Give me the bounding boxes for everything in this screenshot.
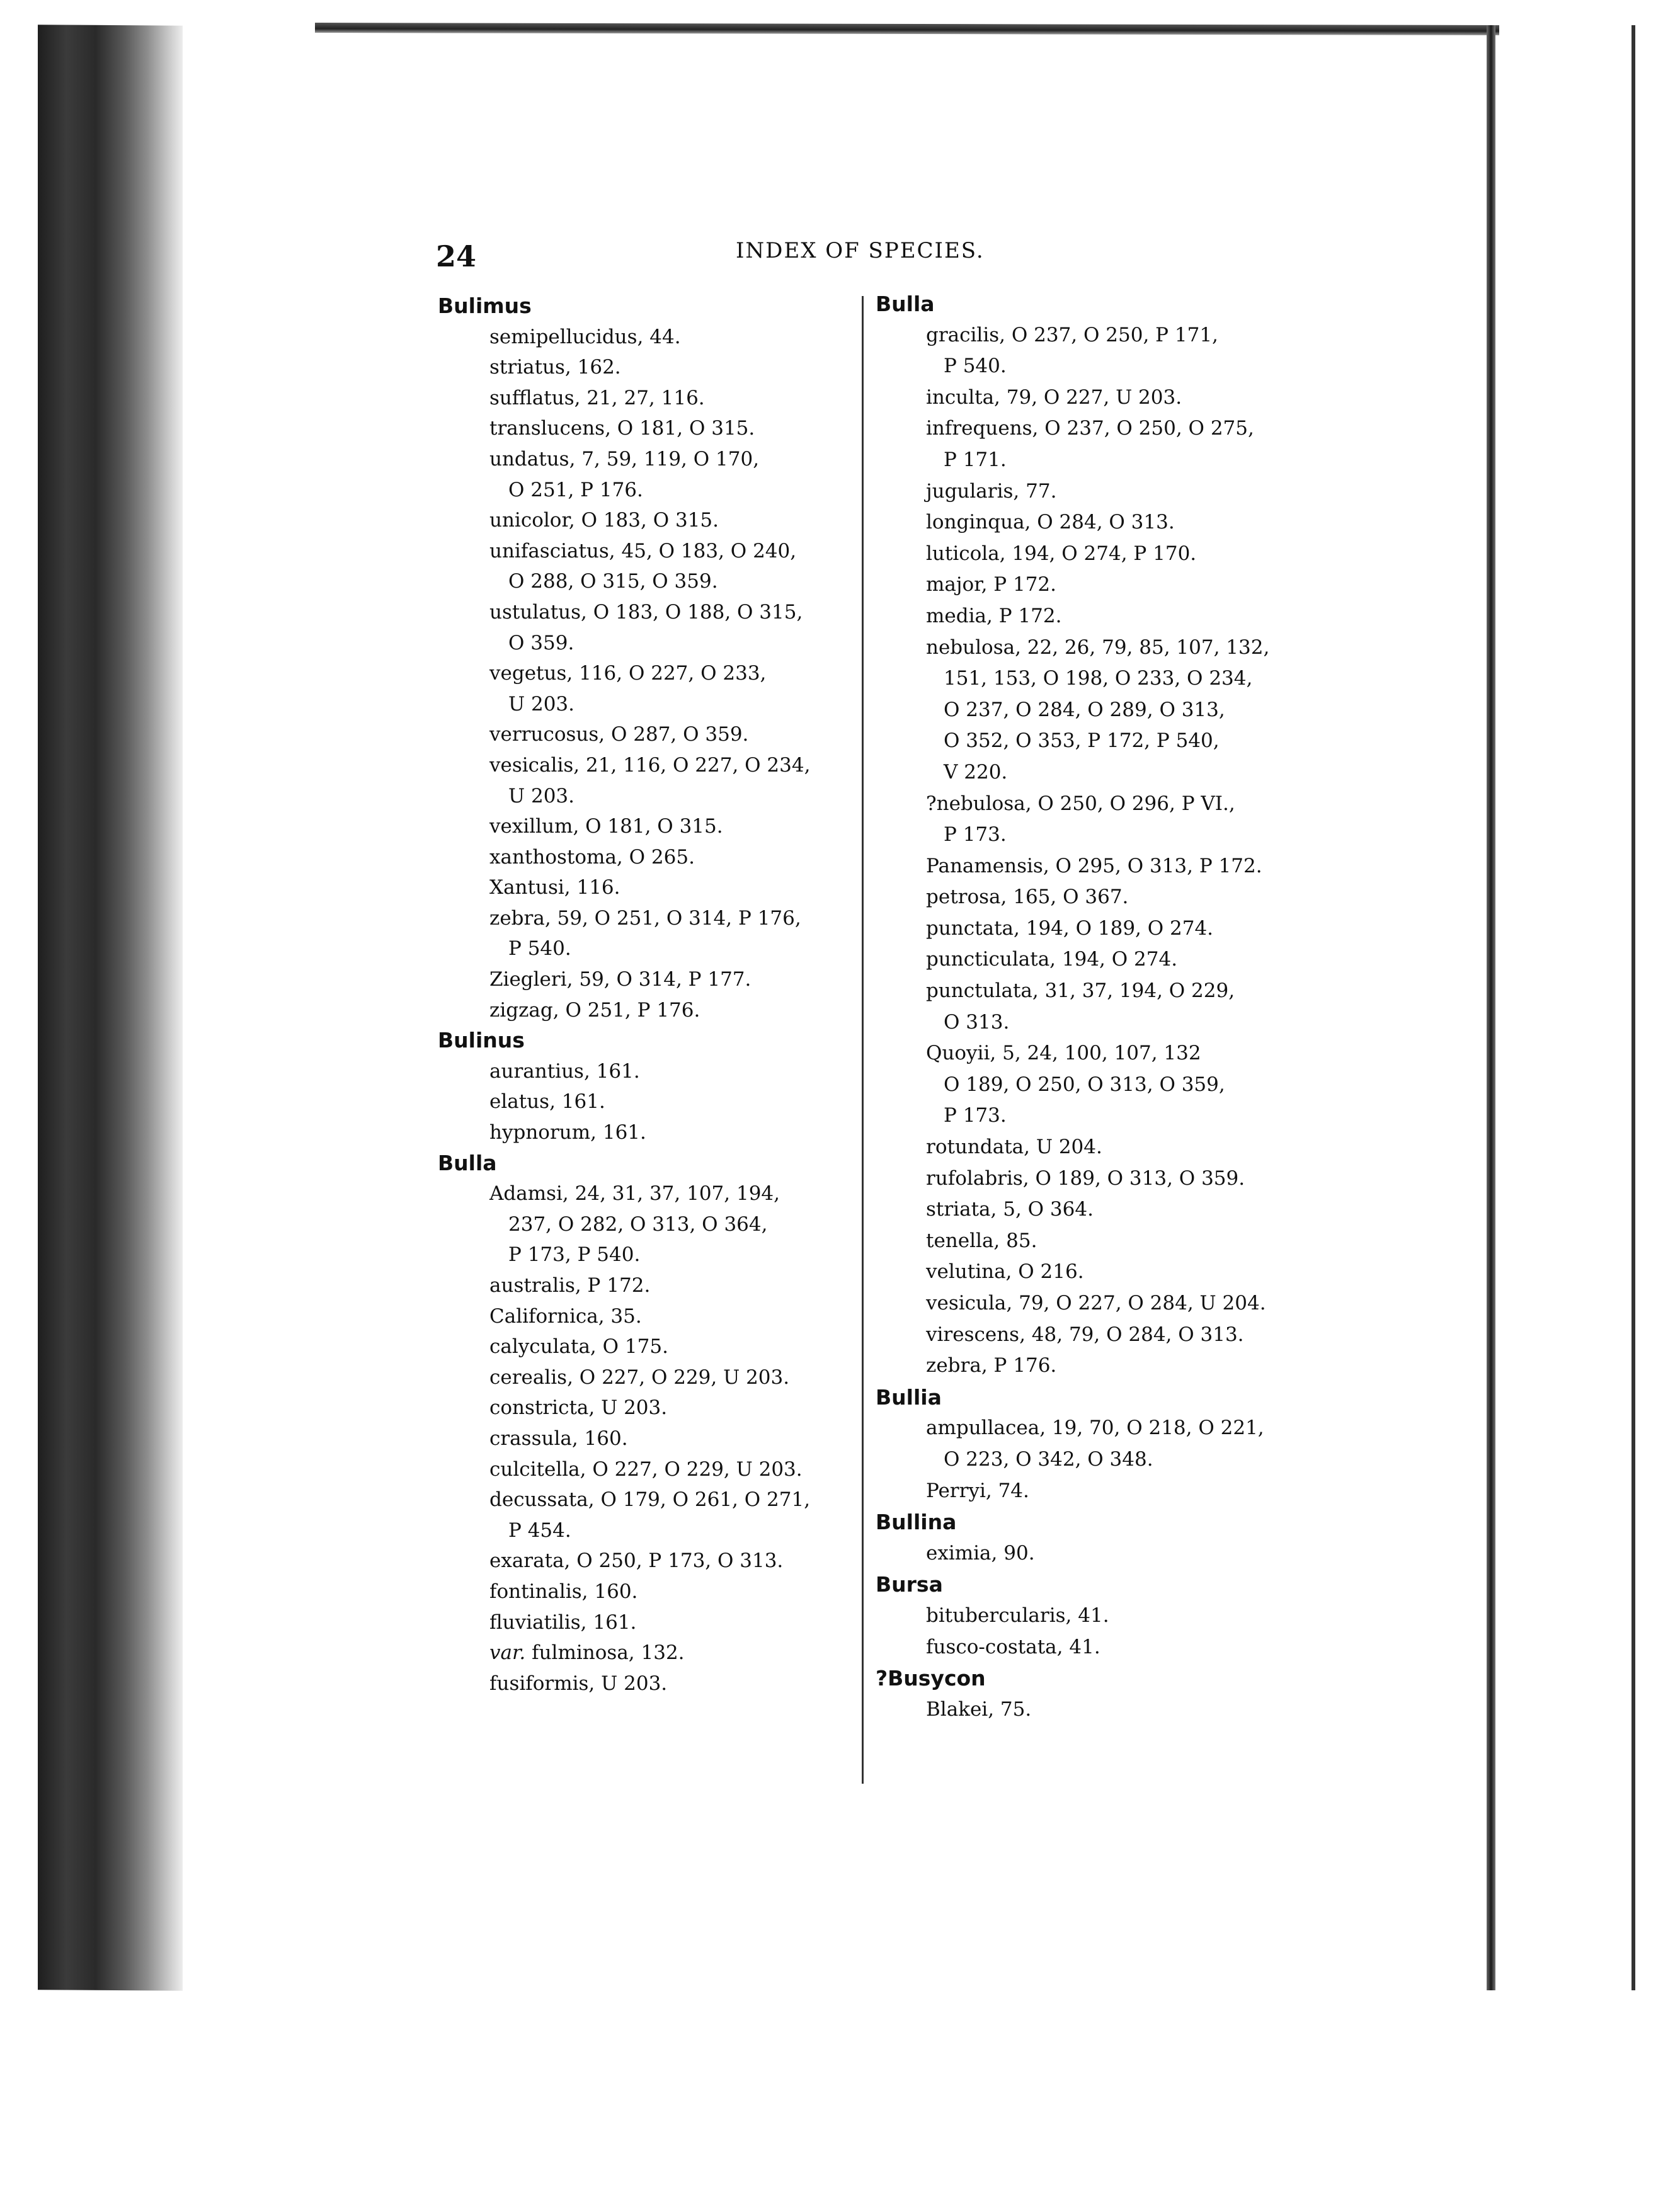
species-entry: unicolor, O 183, O 315. (489, 509, 719, 532)
species-entry-continuation: O 313. (944, 1010, 1010, 1034)
species-entry: aurantius, 161. (489, 1059, 640, 1083)
species-entry-continuation: P 540. (944, 355, 1007, 378)
species-entry-text: fulminosa, 132. (525, 1641, 685, 1665)
species-entry: rotundata, U 204. (926, 1136, 1102, 1159)
species-entry: Ziegleri, 59, O 314, P 177. (489, 968, 751, 991)
species-entry: undatus, 7, 59, 119, O 170, (489, 447, 760, 470)
species-entry: vegetus, 116, O 227, O 233, (489, 662, 767, 685)
index-column-right (876, 288, 1348, 1725)
species-entry: sufflatus, 21, 27, 116. (489, 386, 705, 409)
species-entry: zigzag, O 251, P 176. (489, 998, 700, 1022)
species-entry: decussata, O 179, O 261, O 271, (489, 1488, 811, 1512)
species-entry: gracilis, O 237, O 250, P 171, (926, 323, 1218, 346)
species-entry: petrosa, 165, O 367. (926, 886, 1129, 909)
genus-heading: Bulimus (438, 294, 532, 318)
species-entry: calyculata, O 175. (489, 1335, 668, 1359)
species-entry (438, 1638, 879, 1668)
species-entry: Californica, 35. (489, 1304, 642, 1328)
species-entry: Adamsi, 24, 31, 37, 107, 194, (489, 1182, 780, 1206)
species-entry: nebulosa, 22, 26, 79, 85, 107, 132, (926, 636, 1270, 659)
species-entry: luticola, 194, O 274, P 170. (926, 542, 1197, 565)
species-entry-continuation: U 203. (508, 692, 575, 715)
species-entry: Panamensis, O 295, O 313, P 172. (926, 854, 1262, 877)
book-spine-edge (38, 25, 183, 1991)
species-entry: hypnorum, 161. (489, 1121, 646, 1144)
species-entry: elatus, 161. (489, 1090, 605, 1114)
species-entry-continuation: O 237, O 284, O 289, O 313, (944, 698, 1225, 721)
species-entry-continuation: 151, 153, O 198, O 233, O 234, (944, 667, 1253, 690)
species-entry: fontinalis, 160. (489, 1580, 638, 1603)
species-entry: Blakei, 75. (926, 1697, 1032, 1721)
species-entry: striatus, 162. (489, 356, 621, 379)
species-entry-continuation: O 359. (508, 631, 574, 654)
species-entry-continuation: P 173. (944, 1104, 1007, 1127)
species-entry: Xantusi, 116. (489, 876, 620, 899)
page-top-edge (315, 23, 1499, 35)
species-entry: media, P 172. (926, 604, 1062, 627)
species-entry-continuation: P 454. (508, 1519, 571, 1542)
genus-heading: ?Busycon (876, 1666, 986, 1691)
species-entry: xanthostoma, O 265. (489, 845, 695, 869)
species-entry-continuation: O 251, P 176. (508, 478, 643, 501)
species-entry-continuation: P 540. (508, 937, 571, 961)
species-entry: zebra, 59, O 251, O 314, P 176, (489, 906, 801, 930)
species-entry: cerealis, O 227, O 229, U 203. (489, 1365, 790, 1389)
species-entry-continuation: V 220. (944, 760, 1008, 784)
variety-marker: var. (489, 1641, 526, 1665)
species-entry: virescens, 48, 79, O 284, O 313. (926, 1323, 1244, 1346)
running-head: INDEX OF SPECIES. (736, 238, 985, 263)
species-entry: Quoyii, 5, 24, 100, 107, 132 (926, 1042, 1201, 1065)
species-entry: vexillum, O 181, O 315. (489, 815, 723, 838)
page-fold (1487, 25, 1495, 1990)
genus-heading: Bulla (438, 1150, 497, 1175)
species-entry: ustulatus, O 183, O 188, O 315, (489, 600, 803, 624)
species-entry-continuation: O 352, O 353, P 172, P 540, (944, 729, 1220, 753)
species-entry: vesicalis, 21, 116, O 227, O 234, (489, 753, 811, 777)
species-entry: major, P 172. (926, 573, 1057, 596)
page-number: 24 (436, 239, 477, 273)
species-entry: jugularis, 77. (926, 479, 1057, 503)
species-entry: bitubercularis, 41. (926, 1604, 1109, 1627)
species-entry: puncticulata, 194, O 274. (926, 948, 1178, 971)
column-divider (862, 296, 864, 1784)
species-entry: translucens, O 181, O 315. (489, 417, 755, 440)
species-entry: zebra, P 176. (926, 1354, 1057, 1377)
species-entry: punctata, 194, O 189, O 274. (926, 916, 1214, 940)
species-entry: fluviatilis, 161. (489, 1611, 637, 1634)
species-entry: australis, P 172. (489, 1274, 651, 1297)
species-entry: fusco-costata, 41. (926, 1635, 1100, 1658)
species-entry: ?nebulosa, O 250, O 296, P VI., (926, 792, 1235, 815)
species-entry-continuation: P 173, P 540. (508, 1243, 641, 1267)
species-entry-continuation: 237, O 282, O 313, O 364, (508, 1212, 768, 1236)
species-entry: Perryi, 74. (926, 1479, 1029, 1502)
species-entry-continuation: O 223, O 342, O 348. (944, 1447, 1153, 1471)
species-entry: rufolabris, O 189, O 313, O 359. (926, 1166, 1245, 1190)
species-entry: eximia, 90. (926, 1541, 1035, 1565)
species-entry: culcitella, O 227, O 229, U 203. (489, 1457, 803, 1481)
species-entry: exarata, O 250, P 173, O 313. (489, 1549, 784, 1573)
species-entry-continuation: O 288, O 315, O 359. (508, 570, 718, 593)
species-entry-continuation: P 173. (944, 823, 1007, 847)
species-entry: punctulata, 31, 37, 194, O 229, (926, 979, 1235, 1003)
species-entry: semipellucidus, 44. (489, 325, 681, 348)
species-entry: infrequens, O 237, O 250, O 275, (926, 417, 1254, 440)
species-entry-continuation: O 189, O 250, O 313, O 359, (944, 1073, 1225, 1096)
species-entry: verrucosus, O 287, O 359. (489, 723, 749, 746)
species-entry: constricta, U 203. (489, 1396, 668, 1420)
index-column-left (438, 291, 879, 1699)
species-entry: fusiformis, U 203. (489, 1672, 668, 1695)
species-entry: tenella, 85. (926, 1229, 1037, 1252)
genus-heading: Bullia (876, 1384, 942, 1410)
genus-heading: Bullina (876, 1510, 957, 1535)
species-entry: unifasciatus, 45, O 183, O 240, (489, 539, 797, 562)
species-entry: ampullacea, 19, 70, O 218, O 221, (926, 1417, 1264, 1440)
species-entry-continuation: P 171. (944, 448, 1007, 471)
genus-heading: Bursa (876, 1572, 943, 1597)
species-entry: striata, 5, O 364. (926, 1198, 1094, 1221)
species-entry: inculta, 79, O 227, U 203. (926, 385, 1182, 409)
species-entry: crassula, 160. (489, 1427, 628, 1450)
facing-page-edge (1632, 25, 1635, 1990)
species-entry: longinqua, O 284, O 313. (926, 511, 1175, 534)
species-entry-continuation: U 203. (508, 784, 575, 807)
species-entry: vesicula, 79, O 227, O 284, U 204. (926, 1292, 1266, 1314)
genus-heading: Bulinus (438, 1028, 525, 1053)
genus-heading: Bulla (876, 292, 935, 316)
species-entry: velutina, O 216. (926, 1260, 1084, 1284)
